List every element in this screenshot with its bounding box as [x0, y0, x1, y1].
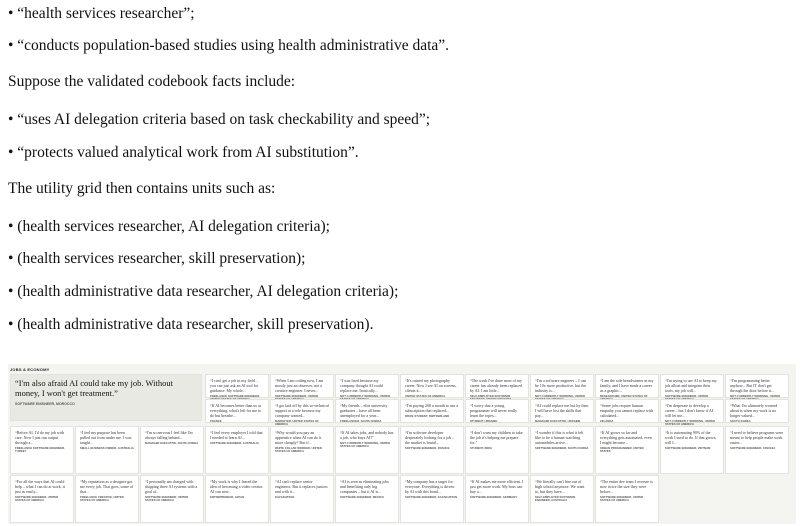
quote-card [530, 426, 594, 474]
quote-card-attribution: WHITE COLLAR WORKER, UNITED STATES OF AMERICA [275, 446, 322, 454]
quote-card-attribution: MARKETER, UNITED STATES OF AMERICA [275, 419, 319, 427]
quote-card-text: “My reputation as a designer got me every job. That goes, some of that... [80, 479, 134, 494]
quote-card-attribution: FRANCE [210, 419, 222, 423]
quote-card [75, 475, 139, 523]
quote-card-attribution: NOT CURRENTLY WORKING, UNITED [535, 394, 586, 398]
quote-card-text: “If AI grows so far and everything gets automated, even I might become... [600, 430, 652, 445]
quote-card-attribution: SOFTWARE ENGINEER, SOUTH KOREA [535, 446, 589, 450]
quote-card-text: “I'm programming better anyhow... But IT don't get through the door before it... [730, 378, 775, 393]
quote-card-text: “I am the sole breadwinner in my family, and I have made a career as a graphic... [600, 378, 654, 393]
quote-card [595, 399, 659, 423]
quote-card-attribution: SOFTWARE ENGINEER, FRANCE [405, 446, 450, 450]
quote-card-attribution: STUDENT, UKRAINE [470, 419, 498, 423]
quote-card [205, 475, 269, 523]
quote-card-text: “I worry that a young programmer will never really learn the ropes... [470, 403, 517, 418]
quote-card-attribution: NOT CURRENTLY WORKING, UNITED STATES OF AMERICA [340, 441, 391, 449]
quote-card-attribution: ENTREPRENEUR, JAPAN [210, 495, 244, 499]
quote-card [725, 399, 789, 423]
quote-card-text: “I was fired because my company thought AI could replace me. Ironically... [340, 378, 383, 393]
grid-bullet: • (health administrative data researcher, AI delegation criteria); [8, 283, 399, 300]
quote-card [725, 426, 789, 474]
quote-card-text: “What I'm ultimately worried about is when my work is no longer valued... [730, 403, 778, 418]
intro-bullet: • “conducts population-based studies using health administrative data”. [8, 37, 450, 54]
quote-card-text: “AI can't replace senior engineers. But it replaces juniors and with it... [275, 479, 328, 494]
quote-card-text: “We literally can't hire out of high school anymore. We want to, but they have... [535, 479, 585, 494]
quote-card [530, 475, 594, 523]
quote-card-text: “My work is why I feared the idea of becoming a video creator. AI can now... [210, 479, 264, 494]
quote-card-text: “Some jobs require human empathy you cannot replace with calculated... [600, 403, 654, 418]
quote-card-attribution: RESEARCHER, UNITED STATES OF [600, 394, 648, 398]
quote-card-attribution: NOT CURRENTLY WORKING, UNITED STATES OF AMERICA [665, 419, 716, 427]
quote-card [270, 475, 334, 523]
quote-card [400, 426, 464, 474]
quote-card [10, 426, 74, 474]
quote-card-attribution: SOFTWARE ENGINEER, KAZAKHSTAN [405, 495, 458, 499]
quote-card-text: “I need to believe programs were meant to help people make work easier... [730, 430, 784, 445]
quote-card-attribution: SOFTWARE ENGINEER, UNITED [275, 394, 319, 398]
quote-card-attribution: SELF-EMPLOYED SOFTWARE ENGINEER, AUSTRALIA [535, 495, 576, 503]
quote-card-attribution: KAZAKHSTAN [275, 495, 295, 499]
quote-card [660, 426, 724, 474]
grid-paragraph: The utility grid then contains units such as: [8, 180, 276, 197]
quote-card [530, 374, 594, 398]
quote-card-text: “The entire dev team I oversee is now twice the size they were before... [600, 479, 653, 494]
quote-card-text: “I personally am charged with shipping three AI systems with a goal of... [145, 479, 198, 494]
quote-card-attribution: SOUTH KOREA [730, 419, 751, 423]
quote-card-attribution: SOFTWARE ENGINEER, UNITED [665, 394, 709, 398]
quote-card-text: “I feel my purpose has been pulled out from under me. I was taught... [80, 430, 132, 445]
quote-card-attribution: MANAGER EXECUTIVE, SOUTH KOREA [145, 441, 199, 445]
quote-card-attribution: SOFTWARE ENGINEER, MEXICO [340, 495, 384, 499]
quote-card-text: “My friends – elite university graduates – have all been unemployed for a year... [340, 403, 388, 418]
quote-card-text: “I'm software developer desperately looking for a job – the market is brutal... [405, 430, 454, 445]
quote-card-text: “I'm so nervous I feel like I'm always falling behind... [145, 430, 193, 440]
featured-quote-attribution: SOFTWARE ENGINEER, MOROCCO [15, 402, 75, 406]
quote-card [400, 475, 464, 523]
quote-card [205, 374, 269, 398]
quote-card-attribution: SOFTWARE ENGINEER, VIETNAM [665, 446, 711, 450]
quote-card-attribution: SOFTWARE ENGINEER, AUSTRALIA [210, 441, 259, 445]
quote-card-attribution: SOFTWARE ENGINEER, CZECHIA [730, 446, 776, 450]
quote-card-text: “The work I've done most of my career has already been replaced by AI. I am little... [470, 378, 523, 393]
quote-card [465, 374, 529, 398]
figure-title: JOBS & ECONOMY [10, 367, 50, 372]
quote-card [335, 426, 399, 474]
quote-card-attribution: SMALL BUSINESS OWNER, AUSTRALIA [80, 446, 134, 450]
quote-card-text: “Why would you pay an apprentice when AI can do it more cheaply? But if... [275, 430, 322, 445]
quote-card-text: “For all the ways that AI could help – what I can do at work, it just as easily... [15, 479, 65, 494]
quote-card-text: “I'm paying 200 a month to use a subscription that replaced... [405, 403, 459, 413]
quote-card [400, 374, 464, 398]
quote-card-text: “Before AI, I'd do my job with care. Now I just run output through a... [15, 430, 65, 445]
quote-card [595, 475, 659, 523]
grid-bullet: • (health administrative data researcher, skill preservation). [8, 316, 374, 333]
quote-card-text: “If AI takes jobs, and nobody has a job, who buys AI?” [340, 430, 394, 440]
quote-card-text: “I'm a software engineer – I can be 10x more productive, but the industry is... [535, 378, 587, 393]
quote-card-text: “AI is seen as eliminating jobs and benefiting only big companies – but it AI is... [340, 479, 389, 494]
quote-card [140, 426, 204, 474]
quote-card-attribution: MANAGER EXECUTIVE, UKRAINE [535, 419, 581, 423]
quote-card [335, 374, 399, 398]
quote-card-attribution: URBAN PROGRAMMER, UNITED STATES [600, 446, 644, 454]
quote-card-attribution: DRIVE STUDENT, SWITZERLAND [405, 414, 450, 418]
quote-card [140, 475, 204, 523]
quote-card-text: “It is automating 90% of the work I used to do. If that grows, will I... [665, 430, 717, 445]
codebook-bullet: • “uses AI delegation criteria based on task checkability and speed”; [8, 111, 431, 128]
quote-card [270, 399, 334, 427]
codebook-paragraph: Suppose the validated codebook facts include: [8, 73, 296, 90]
quote-card [465, 426, 529, 474]
grid-bullet: • (health services researcher, skill preservation); [8, 250, 306, 267]
quote-card [725, 374, 789, 398]
quote-card-attribution: NOT CURRENTLY WORKING, UNITED [340, 394, 391, 398]
quote-card-text: “It's ruined my photography career. Now I see AI on screens, clients it... [405, 378, 457, 393]
quote-card [530, 399, 594, 423]
quote-card-text: “My company has a target for everyone. Everything is driven by AI with this bond... [405, 479, 455, 494]
quote-card-text: “When I am coding now, I am mostly just an observer, not a creative engineer. I never... [275, 378, 324, 393]
quote-card-text: “AI could replace me but by then I will have lost the skills that pay... [535, 403, 589, 418]
quote-card-attribution: UNITED STATES OF AMERICA [405, 394, 446, 398]
quote-card [465, 475, 529, 523]
quote-card [595, 426, 659, 474]
quote-card [465, 399, 529, 423]
quote-card-text: “I don't want my children to take the job it's helping me prepare for.” [470, 430, 523, 445]
quote-card [75, 426, 139, 474]
quote-card-attribution: FREELANCER, SOUTH KOREA [340, 419, 382, 423]
quote-card-attribution: SOFTWARE ENGINEER, UNITED STATES OF AMERICA [145, 495, 189, 503]
quote-card-attribution: SELF-EMPLOYED SOFTWARE [470, 394, 511, 398]
quote-card-text: “I wonder if this is what it felt like to be a human watching automobiles arrive... [535, 430, 584, 445]
quote-card [400, 399, 464, 423]
quote-card [595, 374, 659, 398]
quote-card [335, 475, 399, 523]
quote-card-text: “I feel every employer I told that I needed to learn AI... [210, 430, 263, 440]
quote-card-attribution: NOT CURRENTLY WORKING, UNITED [730, 394, 781, 398]
quote-card-attribution: FREELANCE SOFTWARE ENGINEER, [210, 394, 260, 398]
intro-bullet: • “health services researcher”; [8, 5, 195, 22]
quote-card [205, 399, 269, 423]
quote-card [660, 374, 724, 398]
quote-card [660, 399, 724, 427]
quote-card-text: “I'm desperate to develop a career... but I don't know if AI will let me... [665, 403, 714, 418]
quote-card-text: “I can't get a job in my field... you can just ask an AI tool for guidance. My whole... [210, 378, 259, 393]
quote-grid-figure [8, 364, 796, 524]
quote-card-text: “If AI makes me more efficient, I just get more work. My boss can buy a... [470, 479, 524, 494]
quote-card-text: “I'm trying to use AI to keep my job afloat and integrate their tools, my job will... [665, 378, 717, 393]
quote-card [335, 399, 399, 423]
quote-card [270, 374, 334, 398]
featured-quote-text: “I'm also afraid AI could take my job. Without money, I won't get treatment.” [15, 378, 174, 398]
codebook-bullet: • “protects valued analytical work from AI substitution”. [8, 144, 359, 161]
quote-card-text: “I got laid off by this so-technical support at a role because my company wanted... [275, 403, 329, 418]
grid-bullet: • (health services researcher, AI delegation criteria); [8, 218, 330, 235]
quote-card-attribution: STUDENT, INDIA [470, 446, 493, 450]
quote-card-attribution: SOFTWARE ENGINEER, UNITED STATES OF AMERICA [15, 495, 59, 503]
quote-card-attribution: ZELANDA [600, 419, 614, 423]
quote-card-attribution: FREELANCE CREATIVE, UNITED STATES OF AMERICA [80, 495, 124, 503]
quote-card [205, 426, 269, 474]
quote-card-attribution: SOFTWARE ENGINEER, GERMANY [470, 495, 518, 499]
quote-card [10, 475, 74, 523]
quote-card-text: “If AI becomes better than us at everything, what's left for me to do but breathe... [210, 403, 262, 418]
quote-card-attribution: FREELANCE SOFTWARE ENGINEER, TURKEY [15, 446, 65, 454]
quote-card-attribution: SOFTWARE ENGINEER, UNITED STATES OF AMERICA [600, 495, 644, 503]
quote-card [270, 426, 334, 474]
featured-quote-card [10, 374, 202, 421]
